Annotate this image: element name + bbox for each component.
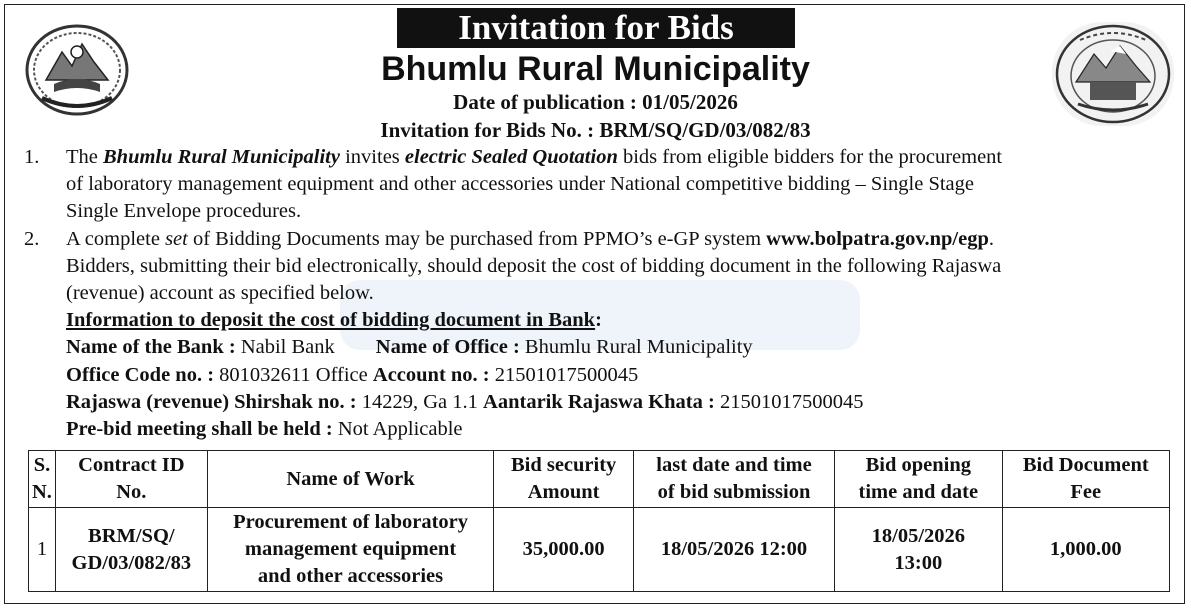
method-emphasis: electric Sealed Quotation	[404, 146, 618, 168]
cell-sn: 1	[29, 508, 56, 592]
egp-link[interactable]: www.bolpatra.gov.np/egp	[766, 227, 989, 250]
field-value: Nabil Bank	[235, 336, 335, 359]
header-sn	[29, 451, 56, 508]
field-label: Pre-bid meeting shall be held :	[66, 418, 333, 441]
field-label: Rajaswa (revenue) Shirshak no. :	[66, 390, 357, 413]
field-label: Name of Office :	[375, 336, 520, 359]
paragraph-number: 1.	[24, 146, 40, 168]
table-row	[29, 508, 1170, 592]
cell-bid-security: 35,000.00	[494, 508, 634, 592]
publication-date	[0, 89, 1191, 115]
paragraph-2	[24, 226, 1174, 308]
publication-value: 01/05/2026	[642, 90, 738, 114]
header-opening	[835, 451, 1002, 508]
header-text: of bid submission	[657, 481, 811, 503]
municipality-logo-icon	[1050, 20, 1176, 128]
header-text: N.	[32, 481, 52, 503]
notice-title: Invitation for Bids	[397, 8, 795, 48]
field-label: Office Code no. :	[66, 363, 215, 386]
header-text: last date and time	[656, 454, 812, 476]
bank-name-line	[66, 334, 1174, 361]
heading-text: Information to deposit the cost of bidding document in Bank	[66, 309, 596, 332]
ifb-value: BRM/SQ/GD/03/082/83	[599, 118, 811, 142]
paragraph-number: 2.	[24, 227, 40, 250]
cell-fee: 1,000.00	[1002, 508, 1169, 592]
cell-text: 18/05/2026	[871, 524, 966, 547]
office-code-line	[66, 362, 1174, 389]
cell-text: GD/03/082/83	[71, 551, 192, 574]
header-text: Bid opening	[865, 454, 972, 476]
cell-text: BRM/SQ/	[88, 524, 175, 547]
text-span: invites	[339, 146, 405, 168]
field-value: Bhumlu Rural Municipality	[519, 336, 753, 359]
cell-last-date: 18/05/2026 12:00	[633, 508, 834, 592]
header-bid-security	[494, 451, 634, 508]
header-text: Contract ID	[78, 454, 185, 476]
field-label: Name of the Bank :	[66, 336, 236, 359]
paragraph-line: Bidders, submitting their bid electronically, should deposit the cost of bidding document in the following Rajaswa	[66, 254, 1002, 277]
text-span: of Bidding Documents may be purchased from PPMO’s e-GP system	[187, 227, 767, 250]
cell-opening	[835, 508, 1002, 592]
bids-table	[28, 450, 1170, 592]
text-span: bids from eligible bidders for the procurement	[617, 146, 1003, 168]
header-last-date	[633, 451, 834, 508]
header-text: Fee	[1070, 481, 1102, 503]
header-text: Bid Document	[1022, 454, 1149, 476]
field-value: 14229, Ga 1.1	[356, 390, 484, 413]
field-value: 21501017500045	[489, 363, 639, 386]
header-contract-id	[55, 451, 207, 508]
heading-colon: :	[595, 309, 602, 332]
paragraph-line	[66, 226, 1174, 253]
header-text: Amount	[527, 481, 600, 503]
ifb-number	[0, 117, 1191, 143]
text-italic: set	[165, 227, 188, 250]
text-span: A complete	[66, 227, 166, 250]
text-span: .	[988, 227, 994, 250]
cell-text: management equipment	[244, 538, 457, 560]
field-label: Aantarik Rajaswa Khata :	[483, 390, 715, 413]
organization-name: Bhumlu Rural Municipality	[381, 50, 810, 88]
header-text: No.	[116, 481, 147, 503]
notice-header	[0, 0, 1191, 140]
notice-body	[24, 144, 1174, 443]
rajaswa-line	[66, 389, 1174, 416]
prebid-line	[66, 416, 1174, 443]
paragraph-line: (revenue) account as specified below.	[66, 282, 374, 305]
paragraph-line	[66, 144, 1174, 171]
field-value: 21501017500045	[714, 390, 864, 413]
field-value: 801032611 Office	[214, 363, 373, 386]
header-work: Name of Work	[207, 451, 494, 508]
cell-contract-id	[55, 508, 207, 592]
paragraph-1	[24, 144, 1174, 226]
header-text: S.	[33, 454, 51, 476]
cell-work	[207, 508, 494, 592]
field-label: Account no. :	[372, 363, 490, 386]
bank-info	[24, 307, 1174, 443]
paragraph-line: of laboratory management equipment and other accessories under National competitive bidding – Single Stage	[66, 173, 974, 196]
org-emphasis: Bhumlu Rural Municipality	[103, 146, 340, 168]
paragraph-line: Single Envelope procedures.	[66, 200, 302, 223]
header-fee	[1002, 451, 1169, 508]
header-text: time and date	[858, 481, 979, 503]
cell-text: Procurement of laboratory	[233, 511, 468, 533]
cell-text: and other accessories	[257, 565, 444, 587]
publication-label: Date of publication :	[453, 90, 637, 114]
table-header-row	[29, 451, 1170, 508]
cell-text: 13:00	[894, 551, 943, 574]
text-span: The	[66, 146, 103, 168]
header-text: Bid security	[510, 454, 617, 476]
field-value: Not Applicable	[332, 418, 463, 441]
ifb-label: Invitation for Bids No. :	[380, 118, 595, 142]
bank-info-heading	[66, 307, 1174, 334]
